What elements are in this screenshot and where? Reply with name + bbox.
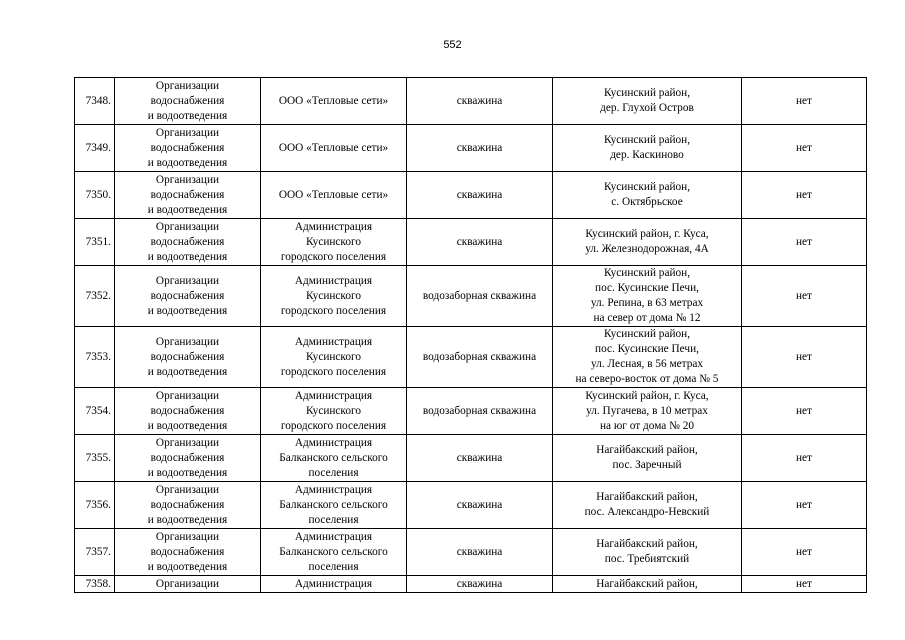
owner-cell: Администрация Кусинского городского поселения: [261, 388, 407, 435]
owner-cell: Администрация Кусинского городского поселения: [261, 327, 407, 388]
object-type-cell: скважина: [407, 435, 553, 482]
owner-cell: ООО «Тепловые сети»: [261, 125, 407, 172]
object-type-cell: водозаборная скважина: [407, 388, 553, 435]
organization-cell: Организации водоснабжения и водоотведения: [115, 529, 261, 576]
flag-cell: нет: [742, 327, 867, 388]
location-cell: Кусинский район, г. Куса, ул. Железнодорожная, 4А: [553, 219, 742, 266]
location-cell: Кусинский район, г. Куса, ул. Пугачева, в 10 метрах на юг от дома № 20: [553, 388, 742, 435]
location-cell: Нагайбакский район, пос. Александро-Невский: [553, 482, 742, 529]
organization-cell: Организации водоснабжения и водоотведения: [115, 266, 261, 327]
row-number-cell: 7356.: [75, 482, 115, 529]
row-number-cell: 7352.: [75, 266, 115, 327]
owner-cell: Администрация Кусинского городского поселения: [261, 266, 407, 327]
location-cell: Кусинский район, пос. Кусинские Печи, ул. Репина, в 63 метрах на север от дома № 12: [553, 266, 742, 327]
flag-cell: нет: [742, 266, 867, 327]
location-cell: Нагайбакский район, пос. Заречный: [553, 435, 742, 482]
table-row: [75, 78, 867, 125]
table-row: [75, 388, 867, 435]
row-number-cell: 7355.: [75, 435, 115, 482]
organization-cell: Организации водоснабжения и водоотведения: [115, 482, 261, 529]
object-type-cell: скважина: [407, 219, 553, 266]
flag-cell: нет: [742, 435, 867, 482]
organization-cell: Организации водоснабжения и водоотведения: [115, 435, 261, 482]
organization-cell: Организации водоснабжения и водоотведения: [115, 78, 261, 125]
page-number: 552: [443, 39, 462, 51]
registry-table: [74, 77, 867, 593]
row-number-cell: 7349.: [75, 125, 115, 172]
table-row: [75, 125, 867, 172]
registry-table-body: [75, 78, 867, 593]
object-type-cell: скважина: [407, 125, 553, 172]
flag-cell: нет: [742, 529, 867, 576]
row-number-cell: 7350.: [75, 172, 115, 219]
flag-cell: нет: [742, 125, 867, 172]
organization-cell: Организации водоснабжения и водоотведения: [115, 125, 261, 172]
table-row: [75, 482, 867, 529]
table-row: [75, 435, 867, 482]
row-number-cell: 7348.: [75, 78, 115, 125]
owner-cell: ООО «Тепловые сети»: [261, 172, 407, 219]
location-cell: Кусинский район, пос. Кусинские Печи, ул. Лесная, в 56 метрах на северо-восток от дома № 5: [553, 327, 742, 388]
flag-cell: нет: [742, 172, 867, 219]
owner-cell: ООО «Тепловые сети»: [261, 78, 407, 125]
row-number-cell: 7354.: [75, 388, 115, 435]
organization-cell: Организации водоснабжения и водоотведения: [115, 327, 261, 388]
row-number-cell: 7351.: [75, 219, 115, 266]
location-cell: Нагайбакский район,: [553, 576, 742, 593]
flag-cell: нет: [742, 78, 867, 125]
owner-cell: Администрация Балканского сельского поселения: [261, 435, 407, 482]
owner-cell: Администрация Балканского сельского поселения: [261, 482, 407, 529]
organization-cell: Организации водоснабжения и водоотведения: [115, 172, 261, 219]
object-type-cell: водозаборная скважина: [407, 266, 553, 327]
flag-cell: нет: [742, 219, 867, 266]
object-type-cell: скважина: [407, 172, 553, 219]
organization-cell: Организации водоснабжения и водоотведения: [115, 219, 261, 266]
organization-cell: Организации водоснабжения и водоотведения: [115, 388, 261, 435]
flag-cell: нет: [742, 388, 867, 435]
row-number-cell: 7358.: [75, 576, 115, 593]
table-row: [75, 327, 867, 388]
owner-cell: Администрация: [261, 576, 407, 593]
table-row: [75, 576, 867, 593]
location-cell: Кусинский район, дер. Глухой Остров: [553, 78, 742, 125]
organization-cell: Организации: [115, 576, 261, 593]
table-row: [75, 172, 867, 219]
row-number-cell: 7353.: [75, 327, 115, 388]
table-row: [75, 266, 867, 327]
location-cell: Кусинский район, с. Октябрьское: [553, 172, 742, 219]
object-type-cell: скважина: [407, 576, 553, 593]
object-type-cell: скважина: [407, 78, 553, 125]
location-cell: Кусинский район, дер. Каскиново: [553, 125, 742, 172]
row-number-cell: 7357.: [75, 529, 115, 576]
owner-cell: Администрация Балканского сельского поселения: [261, 529, 407, 576]
object-type-cell: водозаборная скважина: [407, 327, 553, 388]
flag-cell: нет: [742, 576, 867, 593]
owner-cell: Администрация Кусинского городского поселения: [261, 219, 407, 266]
object-type-cell: скважина: [407, 529, 553, 576]
flag-cell: нет: [742, 482, 867, 529]
table-row: [75, 219, 867, 266]
table-row: [75, 529, 867, 576]
location-cell: Нагайбакский район, пос. Требиятский: [553, 529, 742, 576]
object-type-cell: скважина: [407, 482, 553, 529]
